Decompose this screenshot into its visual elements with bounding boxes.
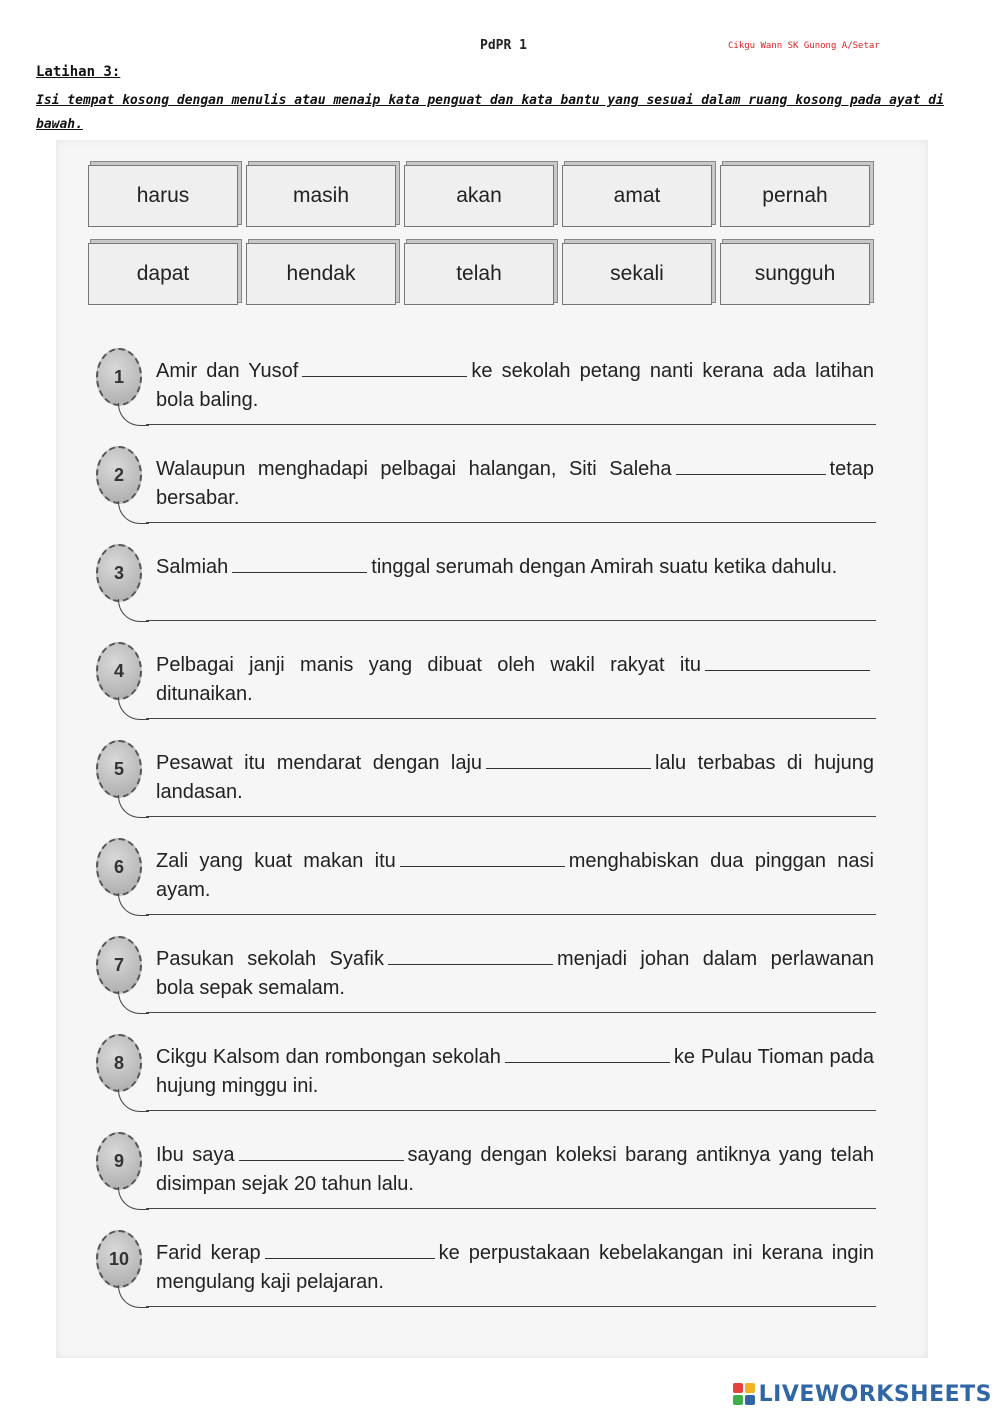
question-text-after: ke Pulau Tioman pada hujung minggu ini. xyxy=(156,1046,874,1097)
question-number-badge: 5 xyxy=(96,740,142,798)
exercise-instruction: Isi tempat kosong dengan menulis atau menaip kata penguat dan kata bantu yang sesuai dalam ruang kosong pada ayat di bawah. xyxy=(36,93,944,132)
logo-text: LIVEWORKSHEETS xyxy=(758,1381,992,1407)
question-text-after: tinggal serumah dengan Amirah suatu ketika dahulu. xyxy=(371,556,838,578)
question-number-badge: 3 xyxy=(96,544,142,602)
word-bank-item: sekali xyxy=(562,243,712,305)
question-text-before: Pelbagai janji manis yang dibuat oleh wakil rakyat itu xyxy=(156,654,701,676)
answer-blank[interactable] xyxy=(400,848,565,867)
decorative-curve xyxy=(118,403,149,426)
answer-blank[interactable] xyxy=(486,750,651,769)
answer-blank[interactable] xyxy=(676,456,826,475)
question-text xyxy=(156,945,874,1003)
question-number-badge: 4 xyxy=(96,642,142,700)
logo-square-red xyxy=(733,1383,743,1393)
question-text-before: Ibu saya xyxy=(156,1144,235,1166)
question-text xyxy=(156,357,874,415)
question-list xyxy=(96,345,886,1325)
decorative-curve xyxy=(118,795,149,818)
question-item xyxy=(96,1227,886,1325)
decorative-curve xyxy=(118,697,149,720)
answer-underline xyxy=(146,1110,876,1111)
question-text-after: menghabiskan dua pinggan nasi ayam. xyxy=(156,850,875,901)
word-bank-item: harus xyxy=(88,165,238,227)
question-text-after: sayang dengan koleksi barang antiknya yang telah disimpan sejak 20 tahun lalu. xyxy=(156,1144,874,1195)
author-credit: Cikgu Wann SK Gunong A/Setar xyxy=(728,41,880,51)
question-number-badge: 9 xyxy=(96,1132,142,1190)
decorative-curve xyxy=(118,991,149,1014)
question-text-before: Walaupun menghadapi pelbagai halangan, Siti Saleha xyxy=(156,458,672,480)
question-text xyxy=(156,553,874,582)
answer-blank[interactable] xyxy=(302,358,467,377)
question-text xyxy=(156,1239,874,1297)
answer-blank[interactable] xyxy=(232,554,367,573)
question-number-badge: 6 xyxy=(96,838,142,896)
word-bank-item: amat xyxy=(562,165,712,227)
question-number-badge: 2 xyxy=(96,446,142,504)
question-number-badge: 1 xyxy=(96,348,142,406)
exercise-title: Latihan 3: xyxy=(36,64,121,80)
decorative-curve xyxy=(118,501,149,524)
question-text-before: Cikgu Kalsom dan rombongan sekolah xyxy=(156,1046,501,1068)
answer-blank[interactable] xyxy=(388,946,553,965)
word-bank-item: hendak xyxy=(246,243,396,305)
question-text-after: menjadi johan dalam perlawanan bola sepak semalam. xyxy=(156,948,875,999)
question-text xyxy=(156,1043,874,1101)
liveworksheets-logo-icon xyxy=(733,1383,755,1405)
question-number-badge: 8 xyxy=(96,1034,142,1092)
question-item xyxy=(96,541,886,639)
question-number-badge: 10 xyxy=(96,1230,142,1288)
header-bar xyxy=(0,38,1000,58)
word-bank-item: masih xyxy=(246,165,396,227)
question-text-after: ke perpustakaan kebelakangan ini kerana ingin mengulang kaji pelajaran. xyxy=(156,1242,875,1293)
question-text-before: Pasukan sekolah Syafik xyxy=(156,948,384,970)
liveworksheets-logo xyxy=(733,1382,992,1406)
question-text-before: Pesawat itu mendarat dengan laju xyxy=(156,752,483,774)
answer-underline xyxy=(146,718,876,719)
answer-underline xyxy=(146,1208,876,1209)
word-bank-item: akan xyxy=(404,165,554,227)
question-item xyxy=(96,835,886,933)
question-text-before: Farid kerap xyxy=(156,1242,261,1264)
question-text-after: lalu terbabas di hujung landasan. xyxy=(156,752,874,803)
question-item xyxy=(96,933,886,1031)
question-text xyxy=(156,455,874,513)
question-item xyxy=(96,639,886,737)
decorative-curve xyxy=(118,893,149,916)
logo-square-blue xyxy=(745,1395,755,1405)
question-text-after: ditunaikan. xyxy=(156,683,253,705)
answer-underline xyxy=(146,1012,876,1013)
question-text xyxy=(156,749,874,807)
page-title: PdPR 1 xyxy=(480,38,527,53)
word-bank-item: pernah xyxy=(720,165,870,227)
question-text-before: Salmiah xyxy=(156,556,229,578)
question-text xyxy=(156,847,874,905)
decorative-curve xyxy=(118,1089,149,1112)
answer-underline xyxy=(146,914,876,915)
question-item xyxy=(96,345,886,443)
question-number-badge: 7 xyxy=(96,936,142,994)
answer-blank[interactable] xyxy=(505,1044,670,1063)
question-text xyxy=(156,651,874,709)
answer-blank[interactable] xyxy=(265,1240,435,1259)
answer-underline xyxy=(146,620,876,621)
logo-square-yellow xyxy=(745,1383,755,1393)
answer-underline xyxy=(146,522,876,523)
answer-underline xyxy=(146,1306,876,1307)
question-item xyxy=(96,443,886,541)
question-item xyxy=(96,1129,886,1227)
decorative-curve xyxy=(118,1285,149,1308)
word-bank-item: telah xyxy=(404,243,554,305)
word-bank-item: sungguh xyxy=(720,243,870,305)
question-text-after: tetap bersabar. xyxy=(156,458,874,509)
answer-underline xyxy=(146,424,876,425)
decorative-curve xyxy=(118,1187,149,1210)
answer-blank[interactable] xyxy=(705,652,870,671)
logo-square-green xyxy=(733,1395,743,1405)
word-bank xyxy=(88,165,878,315)
question-text xyxy=(156,1141,874,1199)
question-text-before: Amir dan Yusof xyxy=(156,360,299,382)
decorative-curve xyxy=(118,599,149,622)
question-item xyxy=(96,1031,886,1129)
answer-blank[interactable] xyxy=(239,1142,404,1161)
answer-underline xyxy=(146,816,876,817)
question-text-after: ke sekolah petang nanti kerana ada latihan bola baling. xyxy=(156,360,875,411)
question-text-before: Zali yang kuat makan itu xyxy=(156,850,396,872)
question-item xyxy=(96,737,886,835)
word-bank-item: dapat xyxy=(88,243,238,305)
